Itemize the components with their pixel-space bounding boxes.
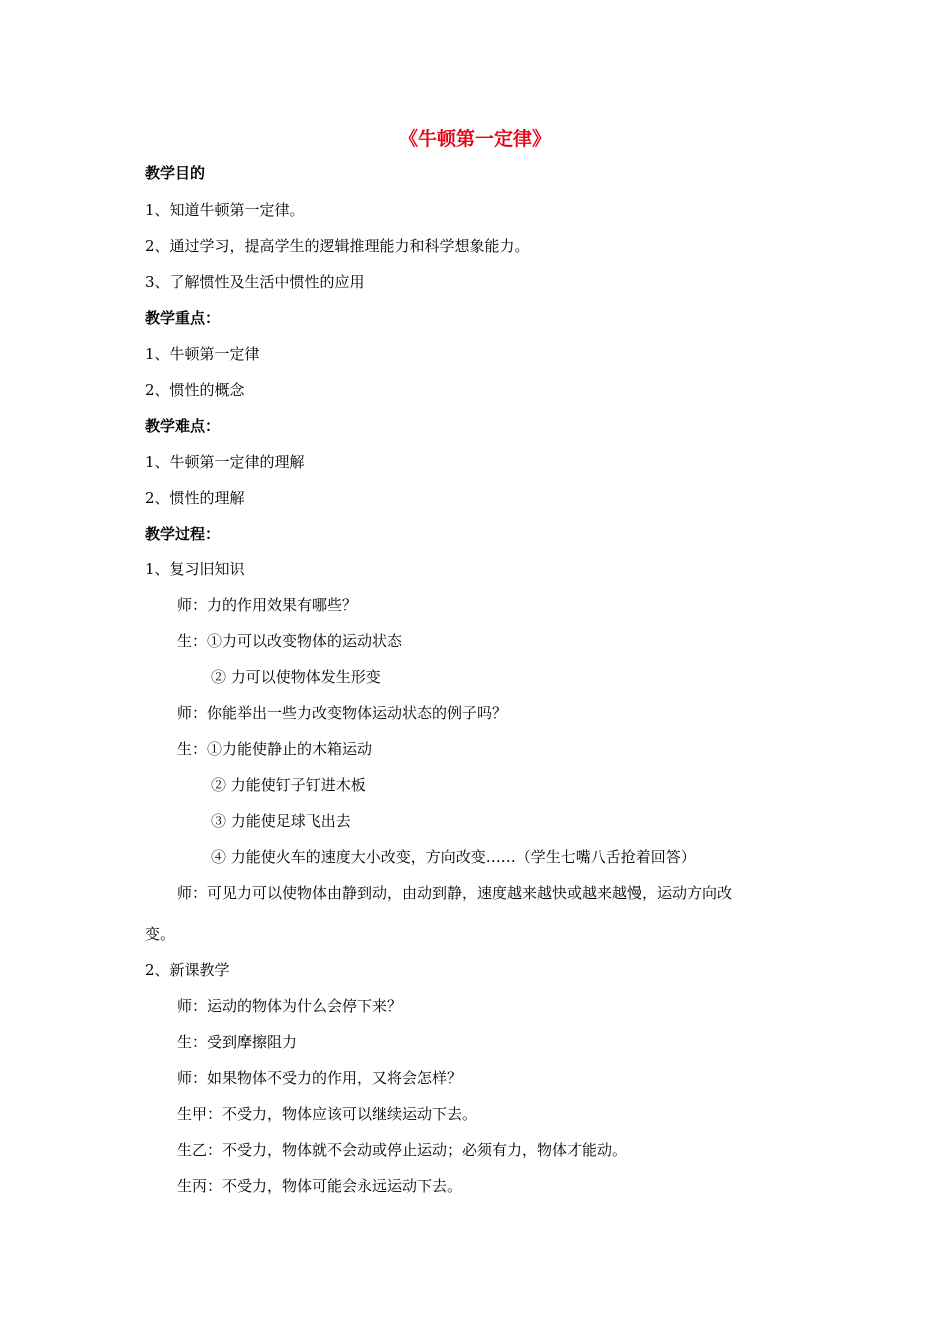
key-point-item: 2、惯性的概念	[145, 381, 245, 399]
process-heading: 教学过程：	[145, 525, 221, 543]
dialogue-line: 师：如果物体不受力的作用，又将会怎样？	[177, 1069, 463, 1087]
dialogue-line: 师：力的作用效果有哪些？	[177, 596, 358, 614]
dialogue-line: 师：运动的物体为什么会停下来？	[177, 997, 403, 1015]
new-lesson-heading: 2、新课教学	[145, 961, 230, 979]
dialogue-line: 师：你能举出一些力改变物体运动状态的例子吗？	[177, 704, 508, 722]
dialogue-line: 生丙：不受力，物体可能会永远运动下去。	[177, 1177, 463, 1195]
dialogue-line: ③ 力能使足球飞出去	[211, 812, 351, 830]
dialogue-line-continuation: 变。	[145, 925, 176, 943]
objective-item: 3、了解惯性及生活中惯性的应用	[145, 273, 365, 291]
dialogue-line: ② 力可以使物体发生形变	[211, 668, 381, 686]
objectives-heading: 教学目的	[145, 164, 206, 182]
key-points-heading: 教学重点：	[145, 309, 221, 327]
key-point-item: 1、牛顿第一定律	[145, 345, 260, 363]
dialogue-line: 生：①力可以改变物体的运动状态	[177, 632, 403, 650]
difficulty-item: 1、牛顿第一定律的理解	[145, 453, 305, 471]
objective-item: 1、知道牛顿第一定律。	[145, 201, 305, 219]
dialogue-line: 生甲：不受力，物体应该可以继续运动下去。	[177, 1105, 478, 1123]
dialogue-line: 生乙：不受力，物体就不会动或停止运动；必须有力，物体才能动。	[177, 1141, 628, 1159]
document-title: 《牛顿第一定律》	[398, 128, 551, 150]
objective-item: 2、通过学习，提高学生的逻辑推理能力和科学想象能力。	[145, 237, 530, 255]
review-heading: 1、复习旧知识	[145, 560, 245, 578]
dialogue-line: ② 力能使钉子钉进木板	[211, 776, 366, 794]
dialogue-line: 生：①力能使静止的木箱运动	[177, 740, 373, 758]
dialogue-line: ④ 力能使火车的速度大小改变，方向改变……（学生七嘴八舌抢着回答）	[211, 848, 696, 866]
difficulty-item: 2、惯性的理解	[145, 489, 245, 507]
difficulties-heading: 教学难点：	[145, 417, 221, 435]
dialogue-line: 师：可见力可以使物体由静到动，由动到静，速度越来越快或越来越慢，运动方向改	[177, 884, 733, 902]
dialogue-line: 生：受到摩擦阻力	[177, 1033, 298, 1051]
